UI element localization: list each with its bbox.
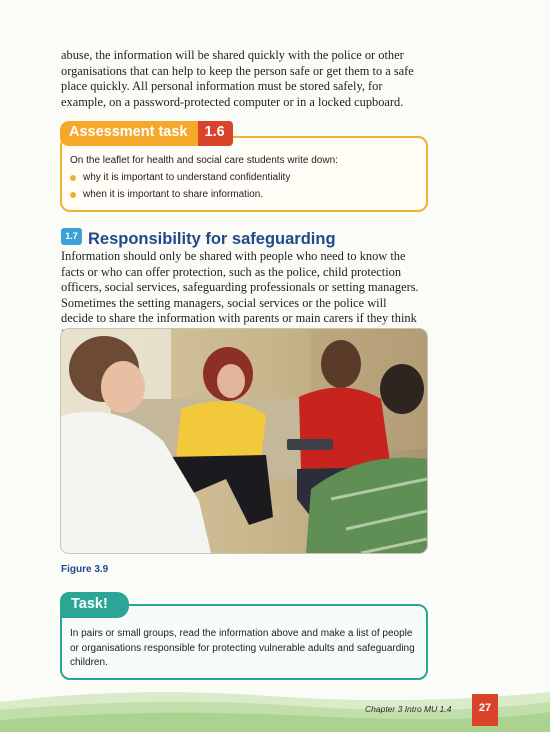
bullet-dot-icon <box>70 192 76 198</box>
task-header: Task! <box>60 592 129 618</box>
assessment-bullet-text: when it is important to share information. <box>83 189 264 200</box>
chapter-label: Chapter 3 Intro MU 1.4 <box>365 704 452 714</box>
assessment-task-title: Assessment task <box>60 121 198 146</box>
safeguarding-paragraph: Information should only be shared with people who need to know the facts or who can offer protection, such as the police, child protection officers, social services, safeguarding professionals or setting managers. Sometimes the setting managers, social services or the police will decide to share the information with parents or main carers if they think <box>61 249 419 325</box>
assessment-task-intro: On the leaflet for health and social care students write down: <box>70 155 338 166</box>
assessment-task-header <box>60 121 233 146</box>
page-number: 27 <box>472 694 498 726</box>
bullet-dot-icon <box>70 175 76 181</box>
intro-paragraph: abuse, the information will be shared quickly with the police or other organisations that can help to keep the person safe or get them to a safe place quickly. All personal information must be stored safely, for example, on a password-protected computer or in a locked cupboard. <box>61 48 414 109</box>
assessment-bullet-text: why it is important to understand confidentiality <box>83 172 291 183</box>
section-heading: Responsibility for safeguarding <box>88 230 336 248</box>
assessment-task-number: 1.6 <box>198 121 233 146</box>
footer-wave-band <box>0 682 550 732</box>
figure-caption: Figure 3.9 <box>61 564 109 575</box>
task-text: In pairs or small groups, read the information above and make a list of people or organisations responsible for protecting vulnerable adults and safeguarding children. <box>70 628 415 668</box>
assessment-bullet <box>70 172 290 183</box>
assessment-bullet <box>70 189 263 200</box>
section-number-badge: 1.7 <box>61 228 82 245</box>
discussion-group-photo <box>60 328 428 554</box>
